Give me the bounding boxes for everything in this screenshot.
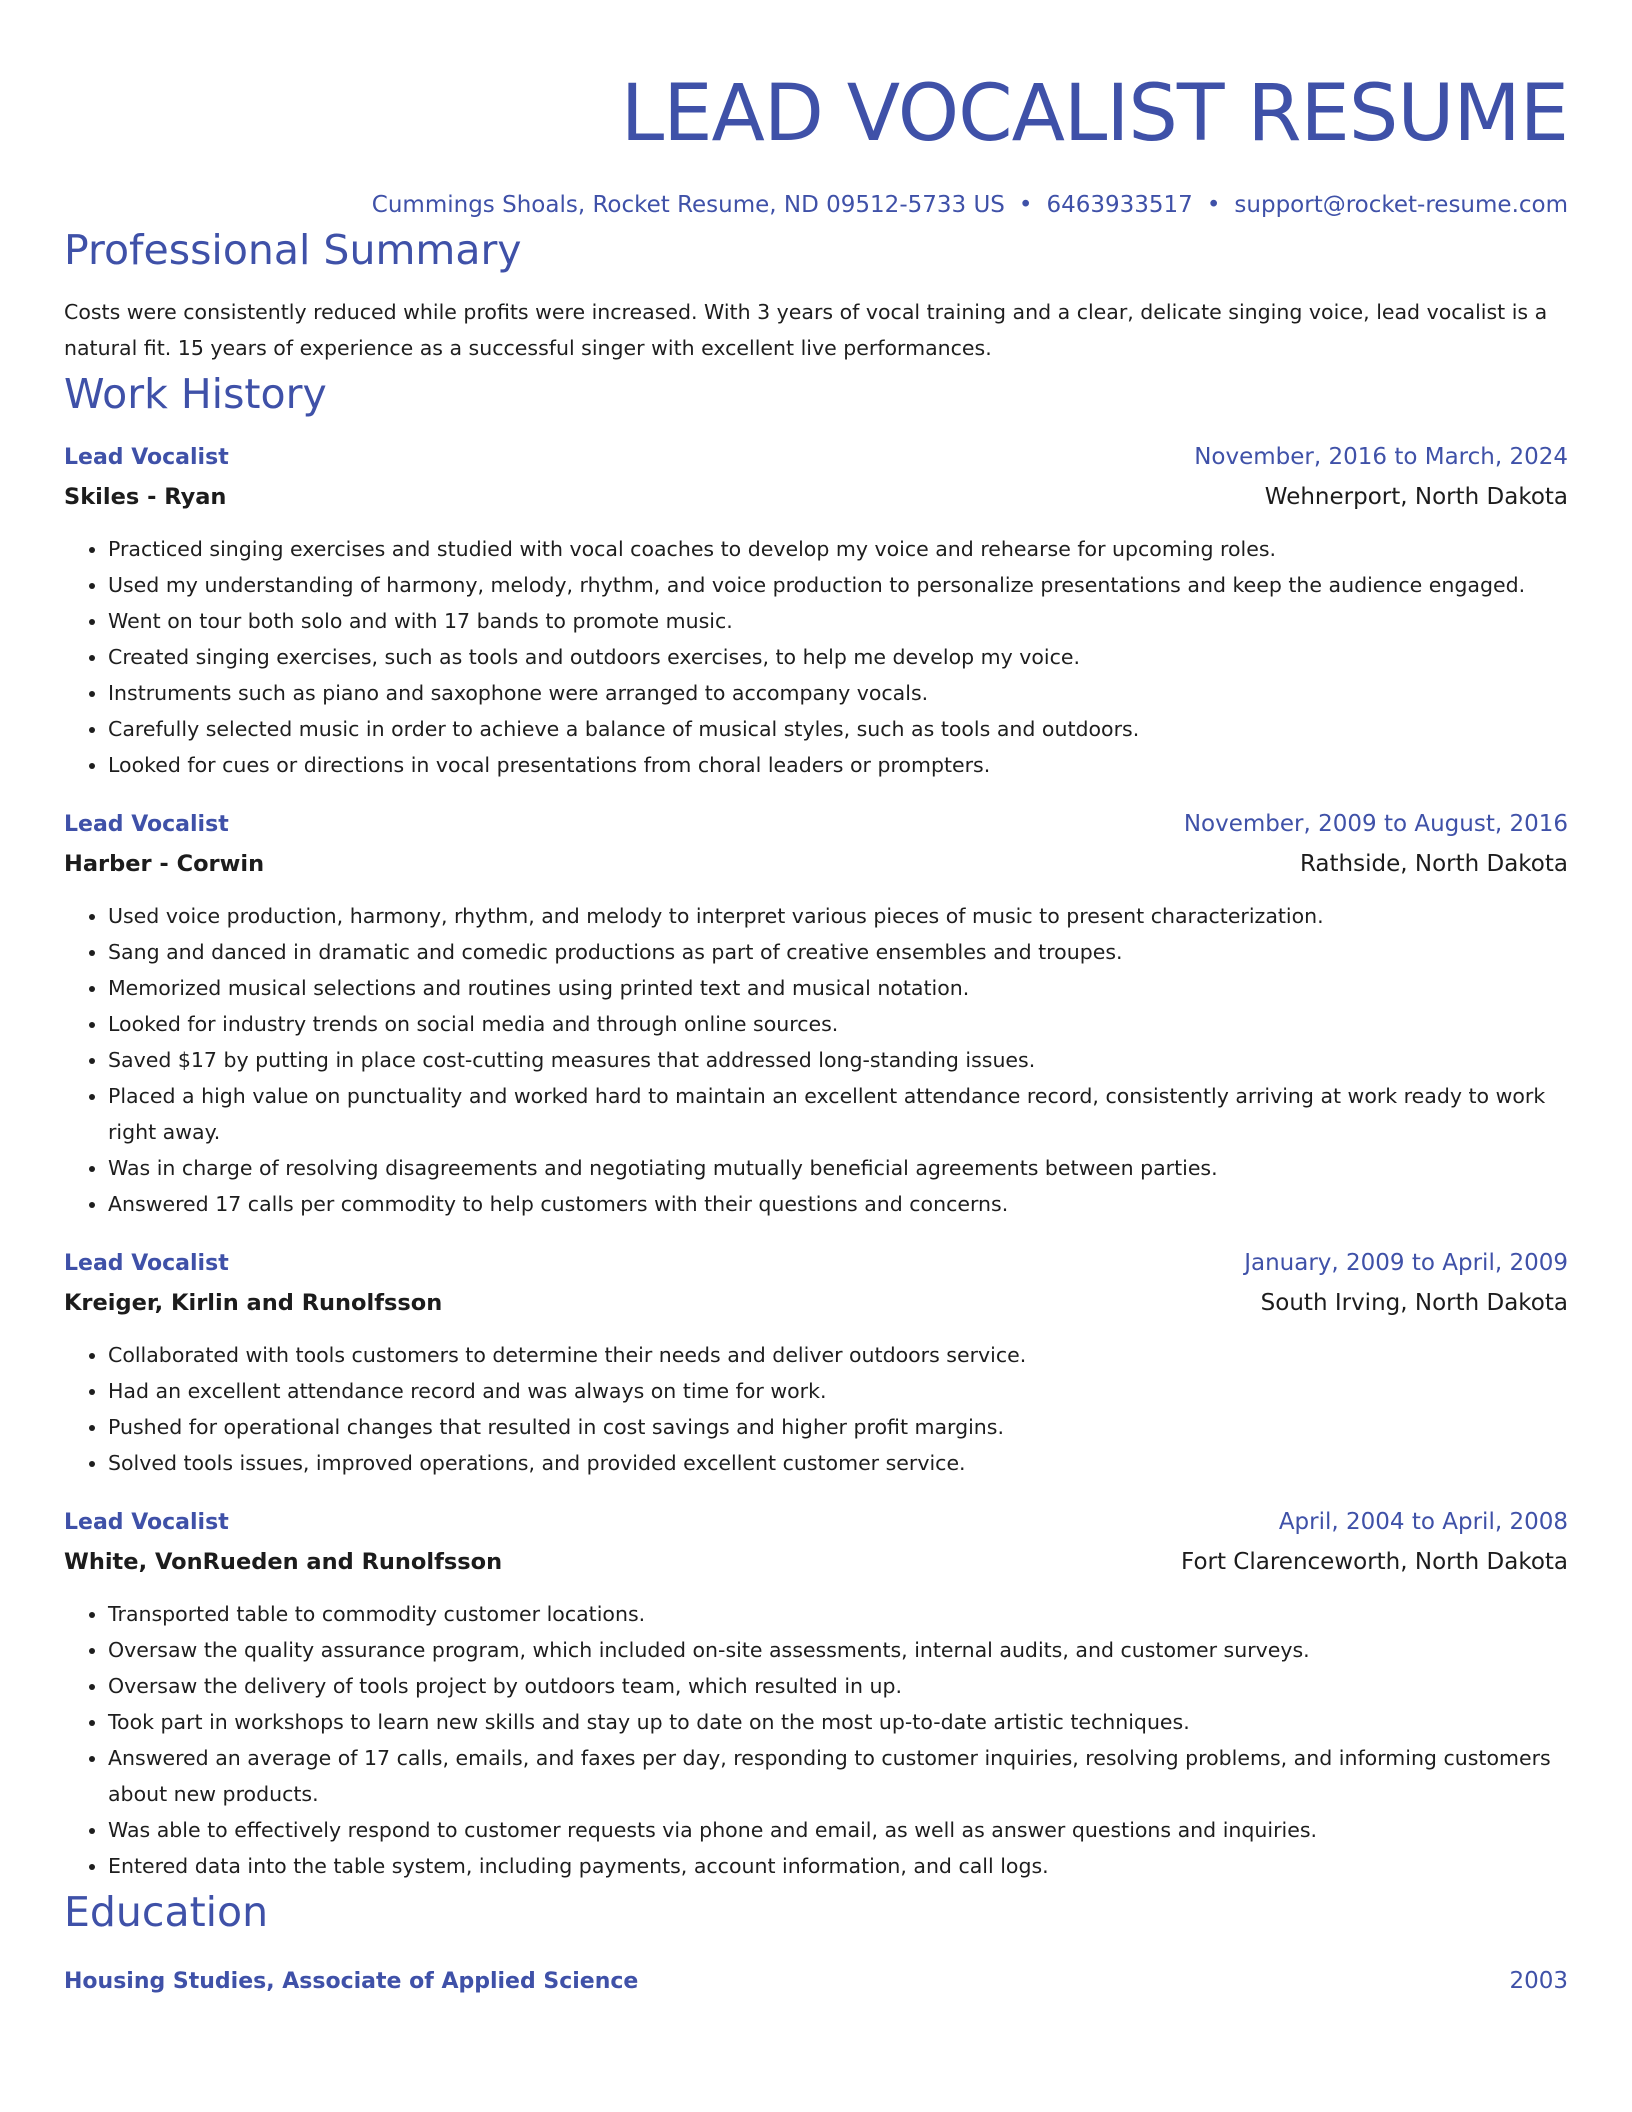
contact-address: Cummings Shoals, Rocket Resume, ND 09512-5733 US <box>371 192 1005 218</box>
job-bullet: • Took part in workshops to learn new skills and stay up to date on the most up-to-date artistic techniques. <box>108 1704 1568 1740</box>
job-bullet: • Instruments such as piano and saxophone were arranged to accompany vocals. <box>108 675 1568 711</box>
job-bullet: • Collaborated with tools customers to determine their needs and deliver outdoors service. <box>108 1337 1568 1373</box>
job-bullets <box>64 1596 1568 1884</box>
job-bullet: • Carefully selected music in order to achieve a balance of musical styles, such as tools and outdoors. <box>108 711 1568 747</box>
job-title: Lead Vocalist <box>64 1251 229 1276</box>
job-bullet: • Sang and danced in dramatic and comedic productions as part of creative ensembles and troupes. <box>108 934 1568 970</box>
summary-heading: Professional Summary <box>64 226 522 274</box>
job-bullet: • Pushed for operational changes that resulted in cost savings and higher profit margins. <box>108 1409 1568 1445</box>
contact-line <box>64 188 1568 222</box>
job-location: South Irving, North Dakota <box>1260 1290 1568 1316</box>
resume-title: LEAD VOCALIST RESUME <box>620 69 1568 159</box>
job-title: Lead Vocalist <box>64 445 229 470</box>
job-bullet: • Had an excellent attendance record and was always on time for work. <box>108 1373 1568 1409</box>
job-title: Lead Vocalist <box>64 1510 229 1535</box>
job-bullet: • Looked for cues or directions in vocal presentations from choral leaders or prompters. <box>108 747 1568 783</box>
job-bullet: • Was in charge of resolving disagreements and negotiating mutually beneficial agreements between parties. <box>108 1150 1568 1186</box>
job-location: Fort Clarenceworth, North Dakota <box>1181 1549 1568 1575</box>
job-entry <box>64 438 1568 783</box>
education-heading: Education <box>64 1888 269 1936</box>
work-history-heading: Work History <box>64 370 327 418</box>
education-entry <box>64 1962 1568 2001</box>
job-bullet: • Used voice production, harmony, rhythm, and melody to interpret various pieces of music to present characterization. <box>108 898 1568 934</box>
job-location: Rathside, North Dakota <box>1299 851 1568 877</box>
summary-text: Costs were consistently reduced while profits were increased. With 3 years of vocal training and a clear, delicate singing voice, lead vocalist is a natural fit. 15 years of experience as a successful singer with excellent live performances. <box>64 300 1548 360</box>
work-history-list <box>64 438 1568 1884</box>
job-entry <box>64 805 1568 1222</box>
job-bullet: • Saved $17 by putting in place cost-cutting measures that addressed long-standing issues. <box>108 1042 1568 1078</box>
job-bullet: • Memorized musical selections and routines using printed text and musical notation. <box>108 970 1568 1006</box>
job-bullets <box>64 898 1568 1222</box>
contact-phone: 6463933517 <box>1046 192 1193 218</box>
job-dates: January, 2009 to April, 2009 <box>1244 1250 1568 1276</box>
job-company: Kreiger, Kirlin and Runolfsson <box>64 1290 443 1316</box>
education-year: 2003 <box>1509 1968 1568 1994</box>
contact-separator: • <box>1018 192 1033 218</box>
job-bullets <box>64 1337 1568 1481</box>
job-dates: April, 2004 to April, 2008 <box>1278 1509 1568 1535</box>
job-bullet: • Solved tools issues, improved operations, and provided excellent customer service. <box>108 1445 1568 1481</box>
job-bullet: • Placed a high value on punctuality and worked hard to maintain an excellent attendance record, consistently arriving at work ready to work right away. <box>108 1078 1568 1150</box>
contact-email: support@rocket-resume.com <box>1234 192 1568 218</box>
contact-separator: • <box>1206 192 1221 218</box>
job-dates: November, 2016 to March, 2024 <box>1194 444 1568 470</box>
job-bullet: • Answered 17 calls per commodity to help customers with their questions and concerns. <box>108 1186 1568 1222</box>
job-bullet: • Oversaw the quality assurance program, which included on-site assessments, internal audits, and customer surveys. <box>108 1632 1568 1668</box>
job-title: Lead Vocalist <box>64 812 229 837</box>
job-dates: November, 2009 to August, 2016 <box>1183 811 1568 837</box>
job-bullet: • Entered data into the table system, including payments, account information, and call logs. <box>108 1848 1568 1884</box>
job-bullet: • Was able to effectively respond to customer requests via phone and email, as well as answer questions and inquiries. <box>108 1812 1568 1848</box>
job-bullet: • Practiced singing exercises and studied with vocal coaches to develop my voice and rehearse for upcoming roles. <box>108 531 1568 567</box>
job-bullet: • Used my understanding of harmony, melody, rhythm, and voice production to personalize presentations and keep the audience engaged. <box>108 567 1568 603</box>
education-degree: Housing Studies, Associate of Applied Science <box>64 1969 639 1994</box>
job-bullet: • Went on tour both solo and with 17 bands to promote music. <box>108 603 1568 639</box>
job-company: Harber - Corwin <box>64 851 265 877</box>
job-company: Skiles - Ryan <box>64 484 227 510</box>
job-bullet: • Looked for industry trends on social media and through online sources. <box>108 1006 1568 1042</box>
job-location: Wehnerport, North Dakota <box>1264 484 1568 510</box>
job-bullet: • Transported table to commodity customer locations. <box>108 1596 1568 1632</box>
job-entry <box>64 1244 1568 1481</box>
job-bullets <box>64 531 1568 783</box>
job-entry <box>64 1503 1568 1884</box>
job-bullet: • Answered an average of 17 calls, emails, and faxes per day, responding to customer inquiries, resolving problems, and informing customers about new products. <box>108 1740 1568 1812</box>
job-company: White, VonRueden and Runolfsson <box>64 1549 503 1575</box>
job-bullet: • Oversaw the delivery of tools project by outdoors team, which resulted in up. <box>108 1668 1568 1704</box>
job-bullet: • Created singing exercises, such as tools and outdoors exercises, to help me develop my voice. <box>108 639 1568 675</box>
